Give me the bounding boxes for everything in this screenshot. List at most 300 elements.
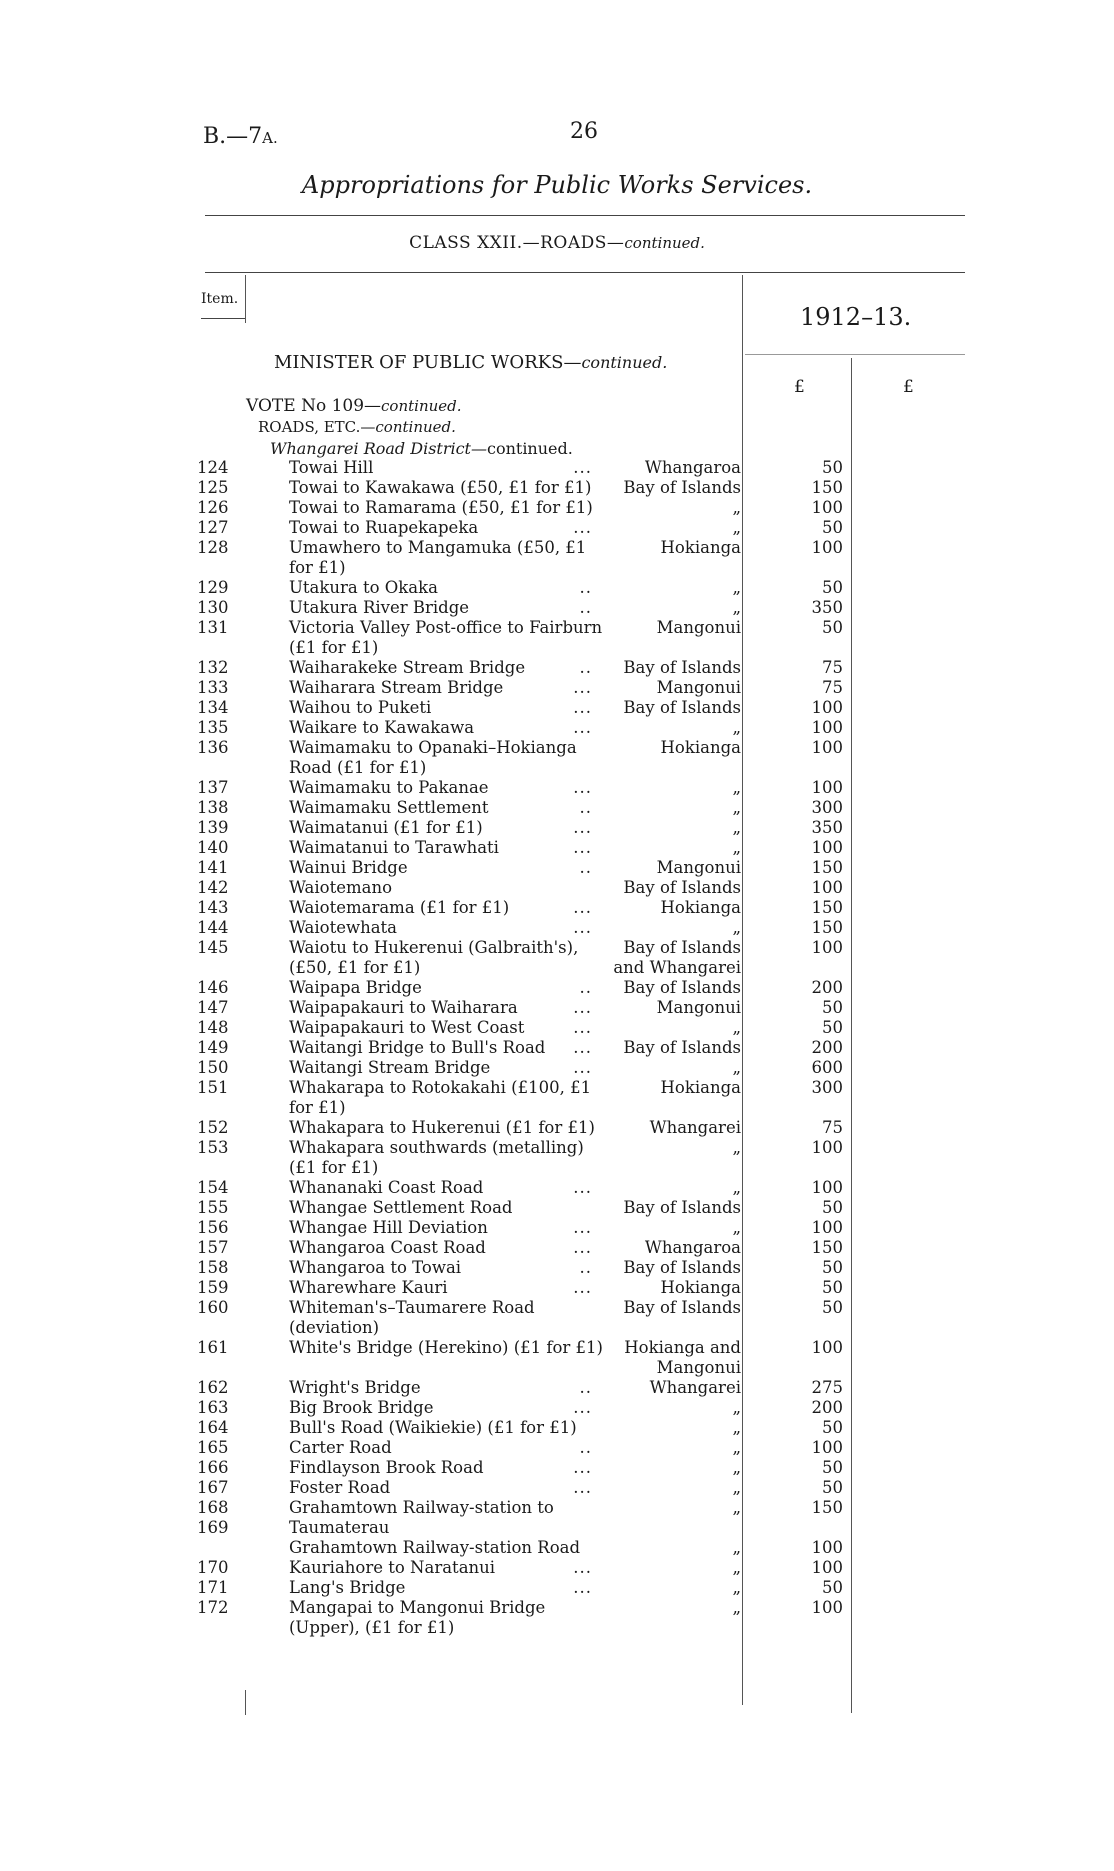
leader-dots: ... [573, 1058, 592, 1077]
electoral-district: Mangonui [656, 678, 741, 697]
table-row [0, 1398, 1114, 1418]
item-number [0, 498, 233, 518]
table-row [0, 618, 1114, 658]
work-name-text: Waimatanui to Tarawhati [289, 838, 499, 857]
table-row [0, 598, 1114, 618]
item-number [0, 478, 233, 498]
table-row [0, 1138, 1114, 1178]
work-name-text: Whakapara southwards (metalling) (£1 for £1) [289, 1138, 584, 1177]
appropriations-table [0, 458, 1114, 1638]
work-name-text: Waiotemano [289, 878, 393, 897]
amount: 300 [811, 798, 843, 817]
work-name [289, 538, 604, 578]
electoral-district: Bay of Islands and Whangarei [613, 938, 741, 977]
amount: 50 [822, 1418, 843, 1437]
electoral-district: Bay of Islands [623, 658, 741, 677]
page-title: Appropriations for Public Works Services. [301, 171, 813, 199]
item-number [0, 518, 233, 538]
work-name-text: Taumaterau [289, 1518, 390, 1537]
leader-dots: .. [579, 1438, 592, 1457]
amount: 75 [822, 678, 843, 697]
item-number-text: 163 [197, 1398, 229, 1417]
amount: 100 [811, 1178, 843, 1197]
item-number-text: 132 [197, 658, 229, 677]
table-row [0, 1258, 1114, 1278]
work-name-text: Whananaki Coast Road [289, 1178, 484, 1197]
amount: 50 [822, 1458, 843, 1477]
work-name [289, 1558, 604, 1578]
table-row [0, 1458, 1114, 1478]
work-name [289, 1338, 604, 1378]
work-name-text: Waimatanui (£1 for £1) [289, 818, 483, 837]
leader-dots: ... [573, 698, 592, 717]
work-name [289, 838, 604, 858]
page-number: 26 [570, 119, 598, 144]
table-row [0, 1198, 1114, 1218]
item-number [0, 1278, 233, 1298]
table-row [0, 518, 1114, 538]
work-name [289, 618, 604, 658]
work-name [289, 518, 604, 538]
amount: 100 [811, 1138, 843, 1157]
work-name [289, 1218, 604, 1238]
table-row [0, 498, 1114, 518]
item-number [0, 538, 233, 578]
work-name [289, 1038, 604, 1058]
class-title [0, 233, 1114, 253]
class-title-suffix: continued. [624, 234, 705, 252]
item-number-text: 136 [197, 738, 229, 757]
leader-dots: ... [573, 818, 592, 837]
amount: 50 [822, 1298, 843, 1317]
item-number [0, 1058, 233, 1078]
item-number [0, 1338, 233, 1378]
table-row [0, 1058, 1114, 1078]
work-name-text: Grahamtown Railway-station Road [289, 1538, 581, 1557]
item-number-text: 147 [197, 998, 229, 1017]
work-name [289, 738, 604, 778]
item-number-text: 154 [197, 1178, 229, 1197]
minister-main: MINISTER OF PUBLIC WORKS— [274, 352, 582, 373]
leader-dots: .. [579, 1378, 592, 1397]
work-name-text: Utakura River Bridge [289, 598, 470, 617]
electoral-district: „ [732, 1478, 741, 1497]
electoral-district [604, 1518, 741, 1538]
work-name [289, 1458, 604, 1478]
item-number-text: 150 [197, 1058, 229, 1077]
item-number-text: 129 [197, 578, 229, 597]
amount: 100 [811, 698, 843, 717]
item-number-text: 138 [197, 798, 229, 817]
work-name [289, 1238, 604, 1258]
table-row [0, 918, 1114, 938]
table-row [0, 858, 1114, 878]
electoral-district: „ [732, 1418, 741, 1437]
item-number-text: 165 [197, 1438, 229, 1457]
electoral-district: „ [732, 498, 741, 517]
table-row [0, 938, 1114, 978]
amount: 150 [811, 1498, 843, 1517]
item-number [0, 718, 233, 738]
item-number-text: 162 [197, 1378, 229, 1397]
vote-main: VOTE No 109— [246, 396, 382, 416]
year-column-header: 1912–13. [800, 303, 912, 331]
table-row [0, 718, 1114, 738]
item-number-text: 141 [197, 858, 229, 877]
table-row [0, 1278, 1114, 1298]
electoral-district: Hokianga [660, 898, 741, 917]
table-row [0, 838, 1114, 858]
item-number-text: 168 [197, 1498, 229, 1517]
item-number [0, 858, 233, 878]
table-row [0, 1558, 1114, 1578]
work-name-text: Waimamaku Settlement [289, 798, 489, 817]
amount: 100 [811, 1558, 843, 1577]
work-name [289, 1418, 604, 1438]
table-row [0, 1038, 1114, 1058]
item-number-text: 130 [197, 598, 229, 617]
amount: 50 [822, 1578, 843, 1597]
work-name-text: Mangapai to Mangonui Bridge (Upper), (£1 for £1) [289, 1598, 546, 1637]
work-name [289, 1578, 604, 1598]
leader-dots: ... [573, 1278, 592, 1297]
work-name-text: Umawhero to Mangamuka (£50, £1 for £1) [289, 538, 587, 577]
work-name [289, 1278, 604, 1298]
item-number [0, 1598, 233, 1638]
work-name [289, 478, 604, 498]
item-number [0, 778, 233, 798]
amount: 50 [822, 1478, 843, 1497]
item-number-text: 171 [197, 1578, 229, 1597]
item-number [0, 998, 233, 1018]
amount: 100 [811, 778, 843, 797]
amount: 200 [811, 978, 843, 997]
leader-dots: .. [579, 978, 592, 997]
amount: 150 [811, 918, 843, 937]
amount: 275 [811, 1378, 843, 1397]
electoral-district: Hokianga [660, 1078, 741, 1097]
vote-suffix: continued. [381, 397, 462, 415]
amount: 100 [811, 838, 843, 857]
electoral-district: Bay of Islands [623, 1198, 741, 1217]
table-row [0, 658, 1114, 678]
roads-main: ROADS, ETC.— [258, 418, 376, 436]
item-number [0, 458, 233, 478]
amount: 100 [811, 718, 843, 737]
item-number-text: 148 [197, 1018, 229, 1037]
item-number-text: 153 [197, 1138, 229, 1157]
leader-dots: ... [573, 898, 592, 917]
table-row [0, 1538, 1114, 1558]
electoral-district: „ [732, 1438, 741, 1457]
item-number [0, 1558, 233, 1578]
work-name-text: Waimamaku to Pakanae [289, 778, 489, 797]
amount: 50 [822, 998, 843, 1017]
item-number [0, 1438, 233, 1458]
amount: 350 [811, 818, 843, 837]
item-number-text: 157 [197, 1238, 229, 1257]
amount: 350 [811, 598, 843, 617]
amount: 50 [822, 618, 843, 637]
leader-dots: ... [573, 1038, 592, 1057]
district-heading [270, 439, 573, 458]
item-number [0, 1418, 233, 1438]
amount: 600 [811, 1058, 843, 1077]
electoral-district: Bay of Islands [623, 878, 741, 897]
work-name-text: White's Bridge (Herekino) (£1 for £1) [289, 1338, 603, 1357]
table-row [0, 1518, 1114, 1538]
item-number [0, 1478, 233, 1498]
table-row [0, 1178, 1114, 1198]
item-number [0, 838, 233, 858]
work-name-text: Waihou to Puketi [289, 698, 432, 717]
amount: 150 [811, 478, 843, 497]
table-row [0, 778, 1114, 798]
item-number-text: 126 [197, 498, 229, 517]
item-number-text: 142 [197, 878, 229, 897]
electoral-district: Hokianga [660, 1278, 741, 1297]
work-name [289, 698, 604, 718]
leader-dots: ... [573, 1178, 592, 1197]
amount: 50 [822, 518, 843, 537]
leader-dots: .. [579, 858, 592, 877]
table-row [0, 538, 1114, 578]
work-name-text: Whangae Settlement Road [289, 1198, 513, 1217]
leader-dots: ... [573, 1578, 592, 1597]
work-name-text: Waipapakauri to West Coast [289, 1018, 525, 1037]
leader-dots: .. [579, 578, 592, 597]
work-name [289, 1198, 604, 1218]
district-main: Whangarei Road District— [270, 439, 487, 458]
item-number-text: 140 [197, 838, 229, 857]
item-number-text: 166 [197, 1458, 229, 1477]
item-number-text: 152 [197, 1118, 229, 1137]
item-number-text: 159 [197, 1278, 229, 1297]
work-name [289, 1058, 604, 1078]
item-number-text: 134 [197, 698, 229, 717]
work-name-text: Whakapara to Hukerenui (£1 for £1) [289, 1118, 595, 1137]
item-number-text: 156 [197, 1218, 229, 1237]
item-number-text: 151 [197, 1078, 229, 1097]
year-header-rule [745, 354, 965, 355]
table-row [0, 1598, 1114, 1638]
work-name-text: Bull's Road (Waikiekie) (£1 for £1) [289, 1418, 577, 1437]
item-number-text: 127 [197, 518, 229, 537]
table-row [0, 578, 1114, 598]
work-name-text: Waitangi Stream Bridge [289, 1058, 491, 1077]
work-name-text: Whakarapa to Rotokakahi (£100, £1 for £1) [289, 1078, 592, 1117]
amount [741, 1518, 843, 1538]
electoral-district: Mangonui [656, 618, 741, 637]
work-name [289, 1478, 604, 1498]
work-name-text: Waikare to Kawakawa [289, 718, 475, 737]
electoral-district: „ [732, 1058, 741, 1077]
electoral-district: „ [732, 1398, 741, 1417]
work-name-text: Towai to Ramarama (£50, £1 for £1) [289, 498, 593, 517]
electoral-district: Whangarei [649, 1118, 741, 1137]
table-row [0, 1238, 1114, 1258]
leader-dots: ... [573, 718, 592, 737]
electoral-district: Mangonui [656, 858, 741, 877]
work-name [289, 798, 604, 818]
item-number [0, 898, 233, 918]
work-name [289, 1398, 604, 1418]
work-name-text: Wainui Bridge [289, 858, 408, 877]
item-number-text: 158 [197, 1258, 229, 1277]
table-row [0, 898, 1114, 918]
item-number [0, 678, 233, 698]
work-name-text: Big Brook Bridge [289, 1398, 434, 1417]
amount: 100 [811, 1218, 843, 1237]
leader-dots: ... [573, 1238, 592, 1257]
item-number [0, 1198, 233, 1218]
work-name [289, 1378, 604, 1398]
work-name [289, 1538, 604, 1558]
leader-dots: ... [573, 518, 592, 537]
item-number-text: 149 [197, 1038, 229, 1057]
electoral-district: Hokianga [660, 738, 741, 757]
work-name [289, 858, 604, 878]
item-number [0, 1458, 233, 1478]
work-name [289, 1078, 604, 1118]
amount: 100 [811, 1598, 843, 1617]
item-number-text: 164 [197, 1418, 229, 1437]
amount: 100 [811, 1438, 843, 1457]
item-number [0, 1018, 233, 1038]
amount: 100 [811, 538, 843, 557]
item-number-text: 135 [197, 718, 229, 737]
district-suffix: continued. [486, 439, 573, 458]
work-name [289, 918, 604, 938]
table-row [0, 878, 1114, 898]
work-name [289, 1298, 604, 1338]
item-number-text: 131 [197, 618, 229, 637]
pound-header-2: £ [903, 377, 914, 397]
leader-dots: ... [573, 998, 592, 1017]
class-title-main: CLASS XXII.—ROADS— [409, 233, 625, 253]
leader-dots: ... [573, 458, 592, 477]
leader-dots: ... [573, 678, 592, 697]
work-name [289, 878, 604, 898]
amount: 50 [822, 1258, 843, 1277]
electoral-district: „ [732, 778, 741, 797]
electoral-district: „ [732, 1178, 741, 1197]
table-row [0, 678, 1114, 698]
item-number-text: 146 [197, 978, 229, 997]
item-number-text: 125 [197, 478, 229, 497]
electoral-district: Hokianga [660, 538, 741, 557]
pound-header-1: £ [794, 377, 805, 397]
leader-dots: ... [573, 1218, 592, 1237]
amount: 200 [811, 1398, 843, 1417]
leader-dots: .. [579, 798, 592, 817]
roads-heading [258, 418, 456, 436]
item-number [0, 598, 233, 618]
amount: 100 [811, 498, 843, 517]
work-name-text: Carter Road [289, 1438, 392, 1457]
leader-dots: .. [579, 658, 592, 677]
work-name [289, 898, 604, 918]
electoral-district: Whangaroa [644, 1238, 741, 1257]
doc-code-suffix: A. [262, 129, 278, 147]
work-name [289, 998, 604, 1018]
item-number [0, 1538, 233, 1558]
work-name-text: Towai Hill [289, 458, 374, 477]
electoral-district: Bay of Islands [623, 698, 741, 717]
title-rule [205, 215, 965, 216]
work-name-text: Towai to Kawakawa (£50, £1 for £1) [289, 478, 592, 497]
item-number [0, 1238, 233, 1258]
item-column-header: Item. [201, 291, 239, 307]
work-name-text: Whangaroa to Towai [289, 1258, 462, 1277]
leader-dots: ... [573, 778, 592, 797]
electoral-district: Whangarei [649, 1378, 741, 1397]
table-row [0, 1498, 1114, 1518]
item-number-text: 128 [197, 538, 229, 557]
amount: 50 [822, 1278, 843, 1297]
table-row [0, 1418, 1114, 1438]
electoral-district: Bay of Islands [623, 478, 741, 497]
electoral-district: „ [732, 578, 741, 597]
work-name-text: Findlayson Brook Road [289, 1458, 484, 1477]
doc-code-main: B.—7 [203, 124, 263, 149]
electoral-district: „ [732, 1578, 741, 1597]
amount: 100 [811, 1538, 843, 1557]
item-number [0, 658, 233, 678]
electoral-district: „ [732, 598, 741, 617]
amount: 100 [811, 1338, 843, 1357]
electoral-district: „ [732, 1498, 741, 1517]
work-name [289, 1498, 604, 1518]
item-number [0, 878, 233, 898]
leader-dots: .. [579, 1258, 592, 1277]
roads-suffix: continued. [375, 418, 456, 436]
item-number [0, 698, 233, 718]
item-number [0, 1398, 233, 1418]
item-number-text: 139 [197, 818, 229, 837]
work-name [289, 778, 604, 798]
leader-dots: ... [573, 838, 592, 857]
electoral-district: „ [732, 818, 741, 837]
electoral-district: „ [732, 1138, 741, 1157]
table-row [0, 1378, 1114, 1398]
work-name-text: Grahamtown Railway-station to [289, 1498, 554, 1517]
item-number-text: 144 [197, 918, 229, 937]
item-number [0, 818, 233, 838]
table-row [0, 1438, 1114, 1458]
work-name-text: Foster Road [289, 1478, 391, 1497]
work-name [289, 1178, 604, 1198]
item-number [0, 1138, 233, 1178]
work-name-text: Waitangi Bridge to Bull's Road [289, 1038, 546, 1057]
electoral-district: „ [732, 1458, 741, 1477]
work-name-text: Victoria Valley Post-office to Fairburn (£1 for £1) [289, 618, 603, 657]
amount: 100 [811, 878, 843, 897]
item-number [0, 1258, 233, 1278]
item-number [0, 1378, 233, 1398]
item-number-text: 155 [197, 1198, 229, 1217]
electoral-district: „ [732, 1598, 741, 1617]
electoral-district: „ [732, 918, 741, 937]
work-name-text: Waiharara Stream Bridge [289, 678, 504, 697]
minister-heading [274, 352, 667, 373]
table-row [0, 978, 1114, 998]
work-name [289, 598, 604, 618]
work-name-text: Wright's Bridge [289, 1378, 421, 1397]
leader-dots: ... [573, 1478, 592, 1497]
item-number [0, 738, 233, 778]
item-number-text: 170 [197, 1558, 229, 1577]
